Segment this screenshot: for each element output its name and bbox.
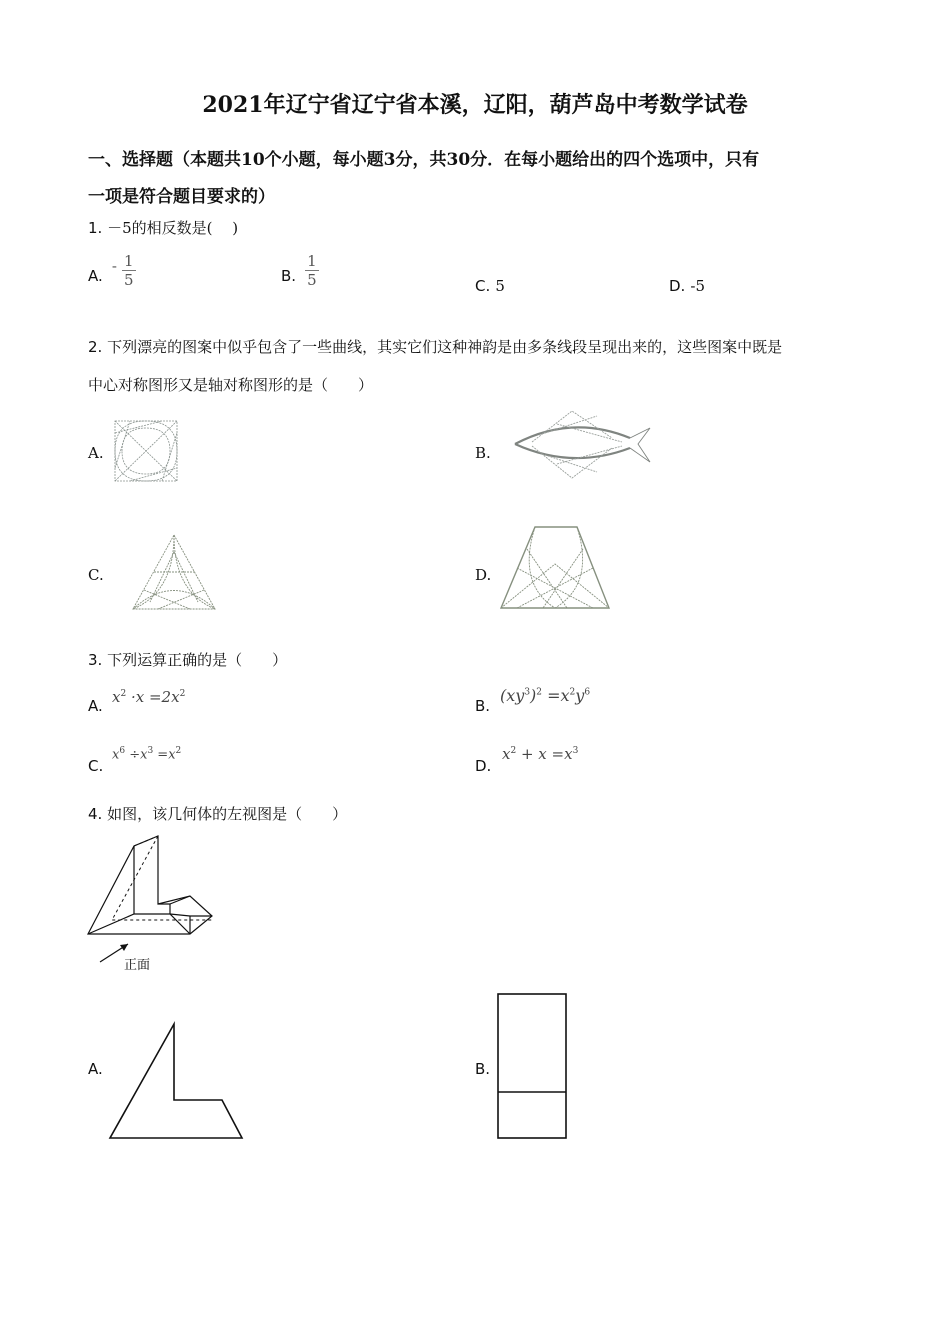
q1-option-a-fraction: [122, 252, 136, 289]
q3-option-c-expression: [112, 746, 181, 762]
q3-c-mid: ÷x: [125, 747, 148, 763]
q3-a-mid: ·x =2x: [130, 688, 180, 706]
q4-option-a-label[interactable]: A.: [88, 1060, 103, 1078]
q1-option-b-label: B.: [281, 267, 297, 285]
q3-d-exp1: 2: [510, 746, 517, 756]
q1-option-d[interactable]: [669, 276, 705, 295]
q3-c-mid2: =x: [153, 747, 176, 763]
q3-c-exp1: 6: [119, 746, 126, 756]
q1-option-c[interactable]: [475, 276, 505, 295]
q3-c-exp3: 2: [175, 746, 182, 756]
q1-option-d-label: D.: [669, 277, 686, 295]
q3-a-exp1: 2: [120, 689, 127, 699]
q1-option-b-num: 1: [307, 252, 317, 270]
q2-figure-b[interactable]: [512, 408, 654, 480]
q3-option-b-label[interactable]: B.: [475, 697, 491, 715]
question-1: [88, 217, 238, 238]
q1-option-b-den: 5: [307, 271, 317, 289]
q1-option-a-num: 1: [124, 252, 134, 270]
q2-option-b-label[interactable]: B.: [475, 444, 491, 462]
q3-b-exp2: 2: [536, 687, 543, 698]
question-1-number: 1.: [88, 219, 103, 237]
q4-option-b-figure[interactable]: [496, 992, 568, 1140]
question-3-text: 下列运算正确的是（ ）: [107, 651, 288, 669]
question-2-text-2: 中心对称图形又是轴对称图形的是（ ）: [88, 376, 374, 394]
q2-option-c-label[interactable]: C.: [88, 566, 104, 584]
q3-a-exp2: 2: [179, 689, 186, 699]
q3-b-y: y: [575, 686, 585, 705]
section-header-line1: 一、选择题（本题共10个小题，每小题3分，共30分．在每小题给出的四个选项中，只有: [88, 150, 760, 170]
q3-option-a-label[interactable]: A.: [88, 697, 103, 715]
q4-option-a-figure[interactable]: [108, 1022, 244, 1140]
q1-option-a-label: A.: [88, 267, 103, 285]
question-3-number: 3.: [88, 651, 103, 669]
q3-option-d-label[interactable]: D.: [475, 757, 492, 775]
q1-option-a-sign: -: [111, 257, 117, 275]
q2-figure-a[interactable]: [112, 418, 180, 484]
question-4-number: 4.: [88, 805, 103, 823]
question-2-text-1: 下列漂亮的图案中似乎包含了一些曲线，其实它们这种神韵是由多条线段呈现出来的，这些图案中既是: [107, 338, 783, 356]
page-title: 2021年辽宁省辽宁省本溪，辽阳，葫芦岛中考数学试卷: [202, 92, 748, 118]
question-2-number: 2.: [88, 338, 103, 356]
question-4: [88, 803, 347, 824]
front-view-label: 正面: [124, 958, 151, 973]
q1-option-b[interactable]: [281, 252, 319, 289]
q3-option-c-label[interactable]: C.: [88, 757, 104, 775]
q1-option-a-den: 5: [124, 271, 134, 289]
question-1-text: －5的相反数是( ): [107, 219, 239, 237]
q3-c-exp2: 3: [147, 746, 154, 756]
q2-figure-d[interactable]: [497, 524, 613, 612]
q3-option-b-expression: [500, 686, 590, 705]
q3-d-mid: + x =x: [516, 745, 573, 763]
question-2-line1: [88, 336, 782, 357]
q3-b-exp1: 3: [524, 687, 531, 698]
q4-solid-figure: [86, 834, 216, 936]
q1-option-c-label: C.: [475, 277, 491, 295]
q3-b-exp3: 2: [569, 687, 576, 698]
q2-option-a-label[interactable]: A.: [88, 444, 104, 462]
q3-d-base: x: [502, 745, 511, 763]
q3-option-a-expression: [112, 688, 185, 706]
section-header-line2: 一项是符合题目要求的）: [88, 187, 275, 207]
q2-option-d-label[interactable]: D.: [475, 566, 492, 584]
q1-option-b-fraction: [305, 252, 319, 289]
q3-d-exp2: 3: [572, 746, 579, 756]
q2-figure-c[interactable]: [130, 532, 218, 612]
q3-b-exp4: 6: [584, 687, 591, 698]
q1-option-d-value: -5: [690, 277, 706, 295]
q4-option-b-label[interactable]: B.: [475, 1060, 491, 1078]
q3-c-base: x: [112, 747, 120, 763]
q3-a-base: x: [112, 688, 121, 706]
q1-option-a[interactable]: [88, 252, 136, 289]
question-4-text: 如图，该几何体的左视图是（ ）: [107, 805, 348, 823]
q3-b-pre: (xy: [500, 686, 525, 705]
q3-b-mid: =x: [542, 686, 570, 705]
q1-option-c-value: 5: [495, 277, 505, 295]
question-3: [88, 649, 287, 670]
q3-b-close: ): [530, 686, 537, 705]
q3-option-d-expression: [502, 745, 578, 763]
